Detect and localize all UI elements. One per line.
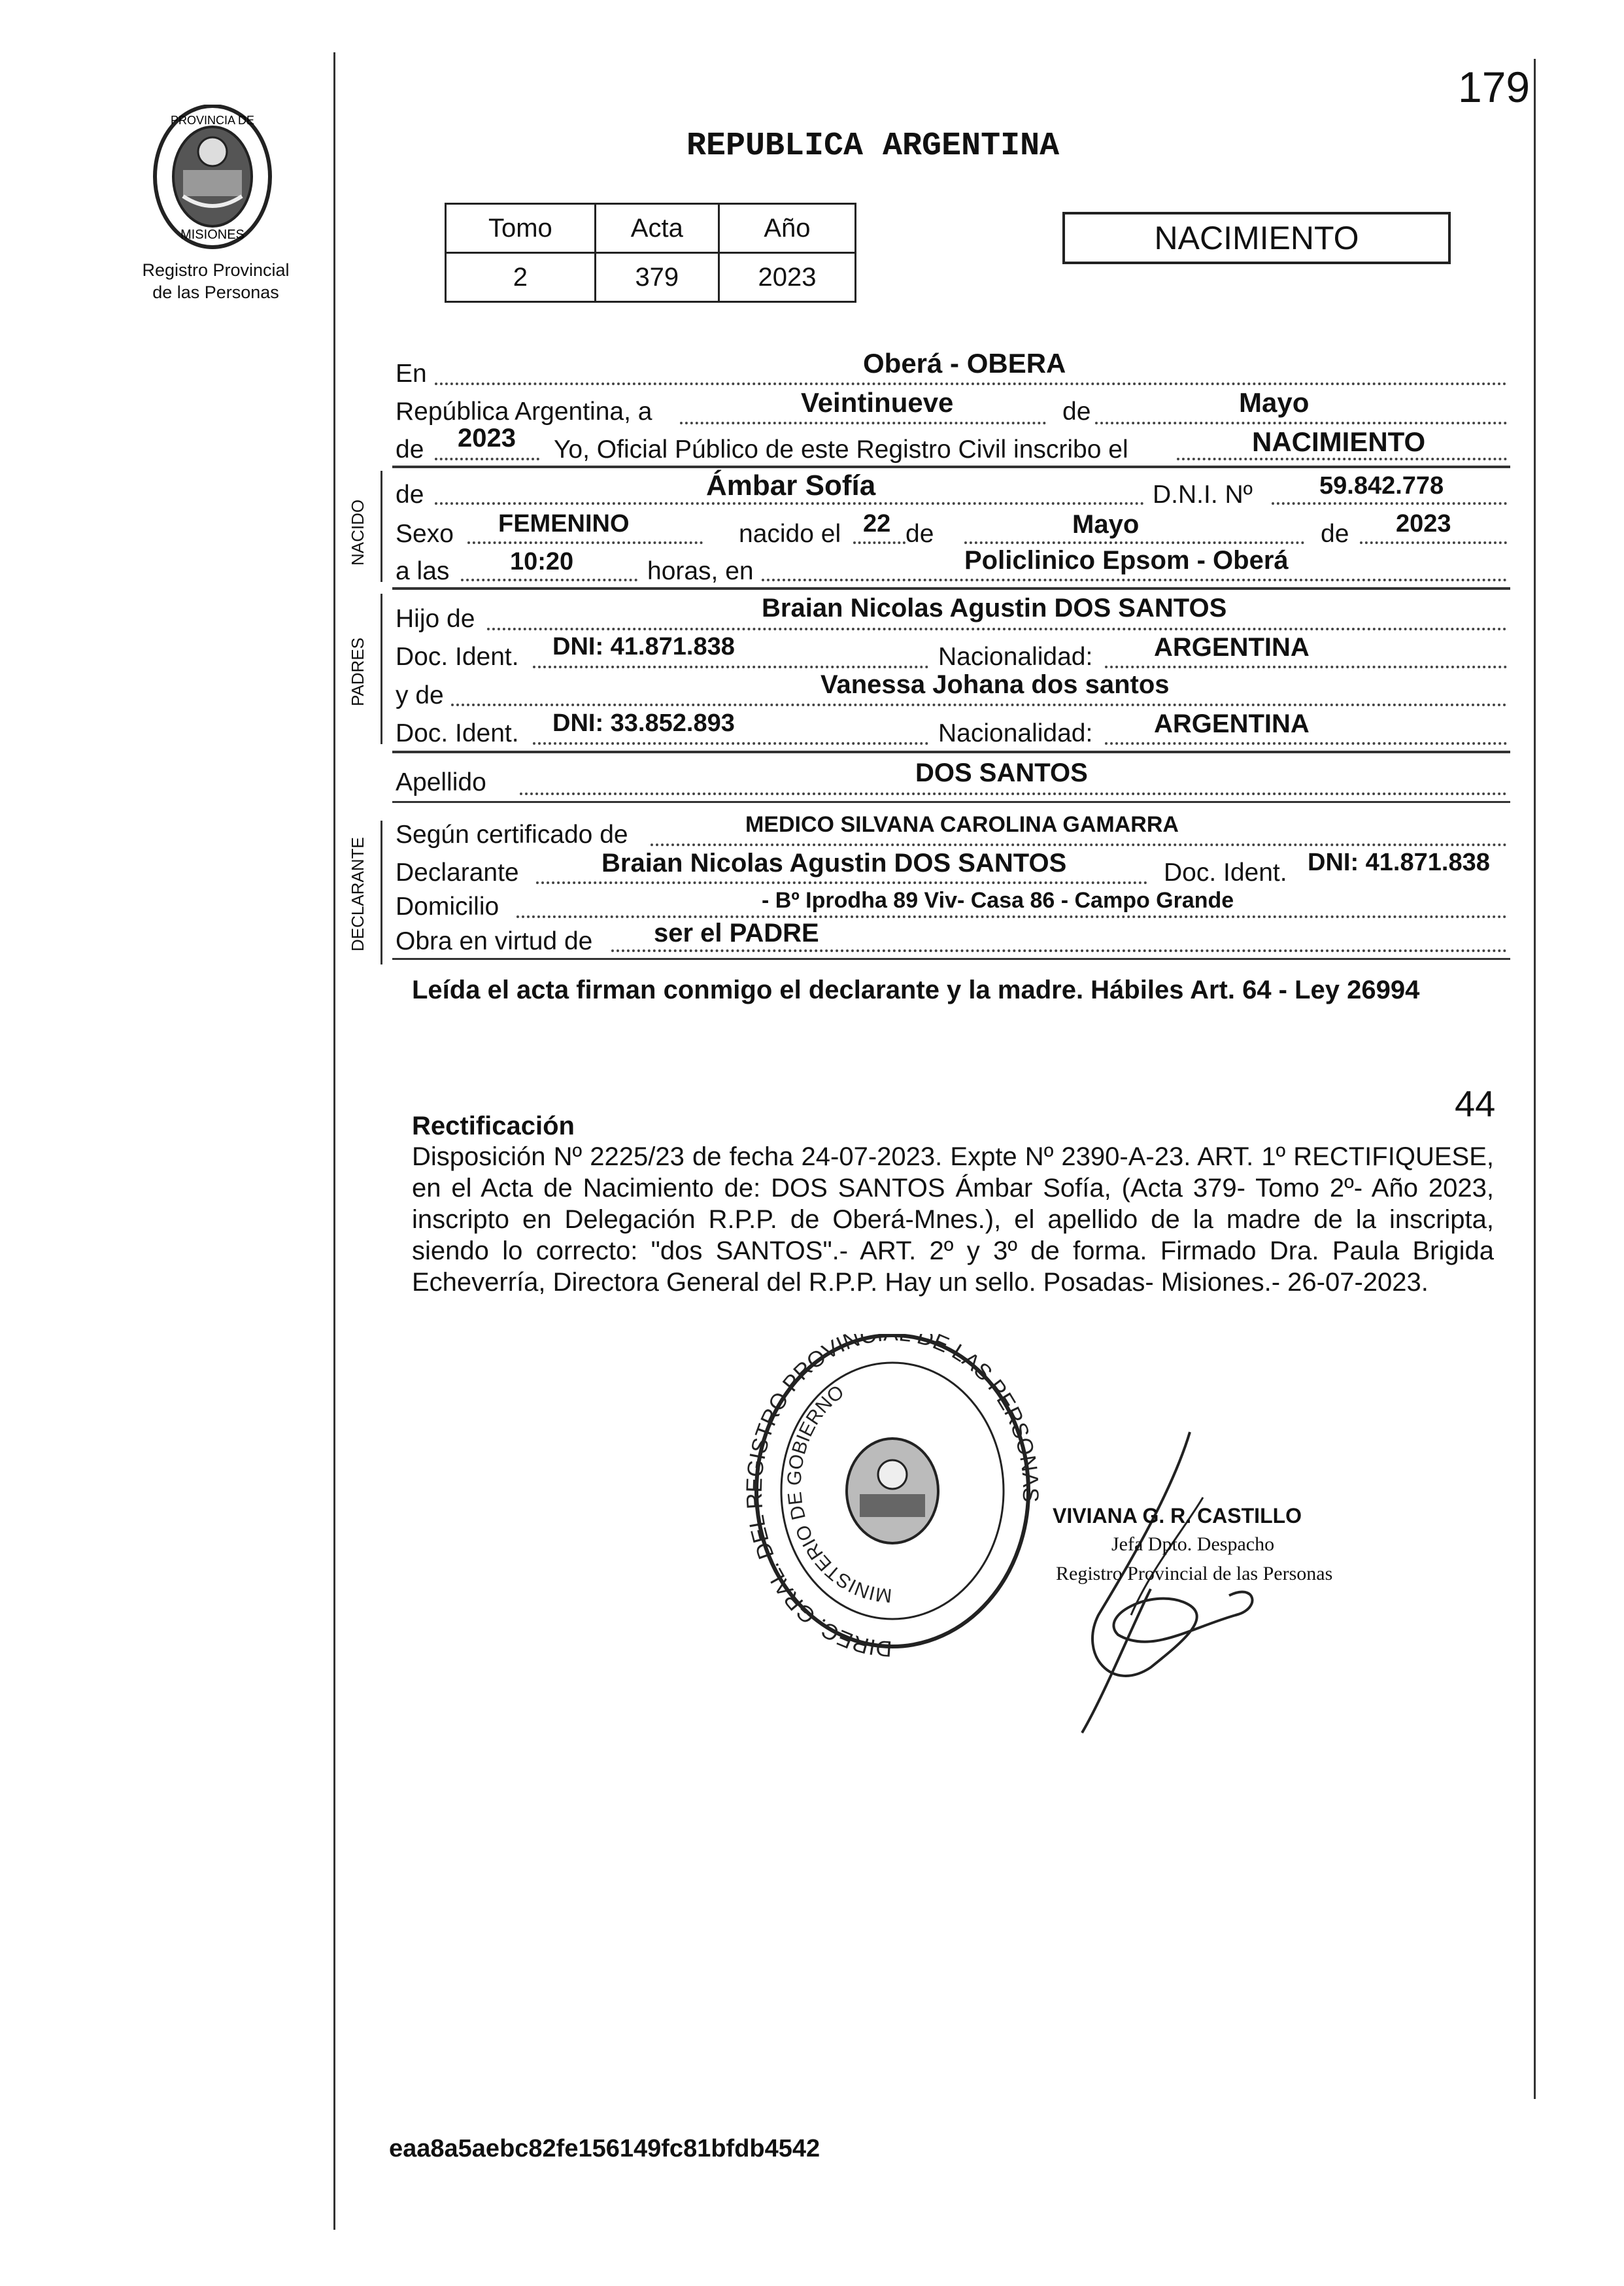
birth-place: Policlinico Epsom - Oberá [964,546,1289,575]
table-header: Acta [595,204,719,253]
label-doc-ident: Doc. Ident. [396,643,519,671]
dotted-line [1177,458,1507,460]
mother-name: Vanessa Johana dos santos [820,670,1170,699]
label-obra: Obra en virtud de [396,927,593,955]
declarant-name: Braian Nicolas Agustin DOS SANTOS [601,849,1067,878]
rectification-text: Disposición Nº 2225/23 de fecha 24-07-2023. Expte Nº 2390-A-23. ART. 1º RECTIFIQUESE, en el Acta de Nacimiento de: DOS SANTOS Ámbar Sofía, (Acta 379- Tomo 2º- Año 2023, inscripto en Delegación R.P.P. de Oberá-Mnes.), el apellido de la madre de la inscripta, siendo lo correcto: "dos SANTOS".- ART. 2º y 3º de forma. Firmado Dra. Paula Brigida Echeverría, Directora General del R.P.P. Hay un sello. Posadas- Misiones.- 26-07-2023. [412,1142,1494,1297]
label-yde: y de [396,681,444,709]
table-cell: 379 [595,253,719,302]
section-bar [381,471,382,582]
dotted-line [467,541,703,544]
dotted-line [533,666,928,668]
signatory-org: Registro Provincial de las Personas [1056,1563,1333,1584]
closing-text: Leída el acta firman conmigo el declarante y la madre. Hábiles Art. 64 - Ley 26994 [412,976,1420,1004]
dotted-line [487,628,1507,630]
label-nacido: nacido el [739,520,841,548]
right-margin-line [1534,59,1536,2099]
label-segun: Según certificado de [396,821,628,849]
label-nacionalidad: Nacionalidad: [938,719,1093,747]
sex-value: FEMENINO [498,510,630,537]
record-type-box: NACIMIENTO [1062,212,1451,264]
dotted-line [435,458,539,460]
margin-number: 44 [1455,1083,1496,1124]
child-name: Ámbar Sofía [706,469,876,502]
document-hash: eaa8a5aebc82fe156149fc81bfdb4542 [389,2135,820,2162]
label-dni: D.N.I. Nº [1153,481,1253,509]
label-de: de [396,435,424,464]
certificate-value: MEDICO SILVANA CAROLINA GAMARRA [745,812,1179,837]
birth-month: Mayo [1072,510,1140,539]
page-title: REPUBLICA ARGENTINA [686,128,1060,165]
dotted-line [533,742,928,745]
signatory-name: VIVIANA G. R. CASTILLO [1053,1504,1302,1527]
label-hijo: Hijo de [396,605,475,633]
declarant-doc: DNI: 41.871.838 [1308,849,1490,876]
role-value: ser el PADRE [654,919,819,947]
svg-text:DIREC. GRAL. DEL REGISTRO PROV: DIREC. GRAL. DEL REGISTRO PROVINCI DE LAS PERSONAS [742,1334,1043,1662]
year-value: 2023 [458,424,516,452]
dotted-line [520,793,1507,795]
month-value: Mayo [1239,387,1310,418]
birth-day: 22 [863,510,891,537]
registry-name-line1: Registro Provincial [142,260,290,280]
record-table [445,203,856,303]
act-value: NACIMIENTO [1252,426,1426,457]
dotted-line [762,579,1507,581]
dotted-line [435,502,1144,505]
label-apellido: Apellido [396,768,486,796]
divider [392,801,1510,803]
label-de: de [1321,520,1349,548]
side-label-padres: PADRES [348,638,367,706]
place-value: Oberá - OBERA [863,348,1066,379]
dotted-line [1105,666,1507,668]
side-label-nacido: NACIDO [348,499,367,566]
table-cell: 2023 [719,253,855,302]
table-header: Tomo [446,204,596,253]
label-republica: República Argentina, a [396,398,652,426]
page-number: 179 [1458,63,1531,111]
label-de: de [1062,398,1091,426]
label-de: de [905,520,934,548]
label-domicilio: Domicilio [396,893,499,921]
divider [392,958,1510,960]
dotted-line [964,541,1304,544]
svg-text:MISIONES: MISIONES [180,228,245,242]
dotted-line [435,383,1507,385]
dotted-line [461,579,637,581]
label-alas: a las [396,557,450,585]
child-dni: 59.842.778 [1319,472,1444,500]
dotted-line [536,881,1147,884]
father-nationality: ARGENTINA [1154,633,1310,662]
left-margin-line [333,52,335,2230]
divider [392,466,1510,468]
label-doc-ident: Doc. Ident. [396,719,519,747]
divider [392,751,1510,753]
svg-text:PROVINCIA DE: PROVINCIA DE [170,114,255,127]
birth-year: 2023 [1396,510,1451,537]
dotted-line [516,915,1507,918]
registry-logo [147,105,278,255]
surname-value: DOS SANTOS [915,759,1088,787]
table-cell: 2 [446,253,596,302]
divider [392,587,1510,590]
birth-time: 10:20 [510,548,574,575]
rectification-title: Rectificación [412,1112,575,1140]
label-sexo: Sexo [396,520,454,548]
dotted-line [1105,742,1507,745]
label-en: En [396,360,427,388]
label-doc-ident: Doc. Ident. [1164,859,1287,887]
dotted-line [1272,502,1507,505]
section-bar [381,821,382,964]
label-de: de [396,481,424,509]
section-bar [381,594,382,744]
address-value: - Bº Iprodha 89 Viv- Casa 86 - Campo Grande [762,888,1234,913]
svg-text:MINISTERIO DE GOBIERNO: MINISTERIO DE GOBIERNO [783,1381,893,1607]
dotted-line [1095,422,1507,424]
dotted-line [611,949,1507,952]
dotted-line [1360,541,1507,544]
label-declarante: Declarante [396,859,519,887]
father-doc: DNI: 41.871.838 [552,633,735,660]
registry-name-line2: de las Personas [152,282,279,302]
dotted-line [651,844,1507,846]
side-label-declarante: DECLARANTE [348,837,367,951]
label-horas: horas, en [647,557,754,585]
dotted-line [451,704,1507,706]
official-seal [742,1334,1043,1674]
dotted-line [680,422,1046,424]
signatory-role: Jefa Dpto. Despacho [1111,1533,1275,1555]
mother-doc: DNI: 33.852.893 [552,709,735,737]
mother-nationality: ARGENTINA [1154,709,1310,738]
label-nacionalidad: Nacionalidad: [938,643,1093,671]
day-value: Veintinueve [801,387,954,418]
table-header: Año [719,204,855,253]
father-name: Braian Nicolas Agustin DOS SANTOS [762,594,1227,623]
dotted-line [853,541,905,544]
label-yo: Yo, Oficial Público de este Registro Civil inscribo el [554,435,1128,464]
